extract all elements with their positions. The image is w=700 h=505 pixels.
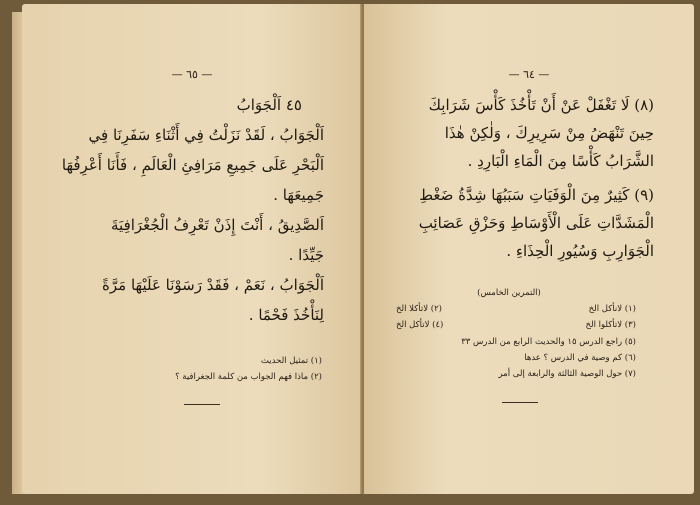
exercise-title [364,288,694,298]
footer-rule [184,404,220,405]
exercise-pair-row [396,304,636,320]
dialogue-line: لِنَأْخُذَ فَحْمًا . [248,306,324,324]
dialogue-line: اَلصَّدِيقُ ، أَنْتَ إِذَنْ تَعْرِفُ الْجُغْرَافِيَةَ [111,216,324,234]
dialogue-line: اَلْجَوَابُ ، نَعَمْ ، فَقَدْ رَسَوْنَا عَلَيْهَا مَرَّةً [102,276,324,294]
advice-line: الْجَوَارِبِ وَسُيُورِ الْحِذَاءِ . [506,242,654,260]
advice-line: (٩) كَثِيرٌ مِنَ الْوَفَيَاتِ سَبَبُهَا شِدَّةُ ضَغْطِ [419,186,654,204]
open-book [8,4,694,500]
section-title-text: ٤٥ اَلْجَوَابُ [236,96,302,114]
exercise-pair-row [396,320,636,336]
right-page-number: — ٦٤ — [508,68,550,81]
exercise-item: (٤) لاتأكل الخ [396,320,444,330]
right-page [364,4,694,494]
advice-line: حِينَ تَنْهَضُ مِنْ سَرِيرِكَ ، وَلٰكِنْ هٰذَا [444,124,654,142]
exercise-item: (٢) لاتأكلا الخ [396,304,442,314]
dialogue-line: اَلْبَحْرِ عَلَى جَمِيعِ مَرَافِئِ الْعَالَمِ ، فَأَنَا أَعْرِفُهَا [61,156,324,174]
advice-line: (٨) لَا تَغْفَلْ عَنْ أَنْ تَأْخُذَ كَأْسَ شَرَابِكَ [428,96,654,114]
footer-rule [502,402,538,403]
section-title [237,96,302,114]
exercise-lines [376,337,636,385]
exercise-title-text: (التمرين الخامس) [477,288,541,298]
left-page-number: — ٦٥ — [171,68,213,81]
dialogue-line: اَلْجَوَابُ ، لَقَدْ نَزَلْتُ فِي أَثْنَاءِ سَفَرِنَا فِي [88,126,324,144]
left-dialogue [34,126,324,336]
right-advice [364,96,654,270]
exercise-line: (٥) راجع الدرس ١٥ والحديث الرابع من الدرس ٣٣ [461,337,636,347]
advice-line: الشَّرَابُ كَأْسًا مِنَ الْمَاءِ الْبَارِدِ . [467,152,654,170]
exercise-line: (٦) كم وصية في الدرس ؟ عدها [524,353,636,363]
note-line: (٢) ماذا فهم الجواب من كلمة الجغرافية ؟ [175,372,322,382]
dialogue-line: جَيِّدًا . [288,246,324,264]
left-notes [122,356,322,388]
exercise-pairs [396,304,636,336]
advice-line: الْمَشَدَّاتِ عَلَى الْأَوْسَاطِ وَحَزْقِ عَصَائِبِ [418,214,654,232]
exercise-line: (٧) حول الوصية الثالثة والرابعة إلى أمر [498,369,636,379]
left-page [22,4,362,494]
note-line: (١) تمثيل الحديث [260,356,322,366]
dialogue-line: جَمِيعَهَا . [273,186,324,204]
exercise-item: (١) لانأكل الخ [588,304,636,314]
exercise-item: (٣) لاتأكلوا الخ [585,320,636,330]
